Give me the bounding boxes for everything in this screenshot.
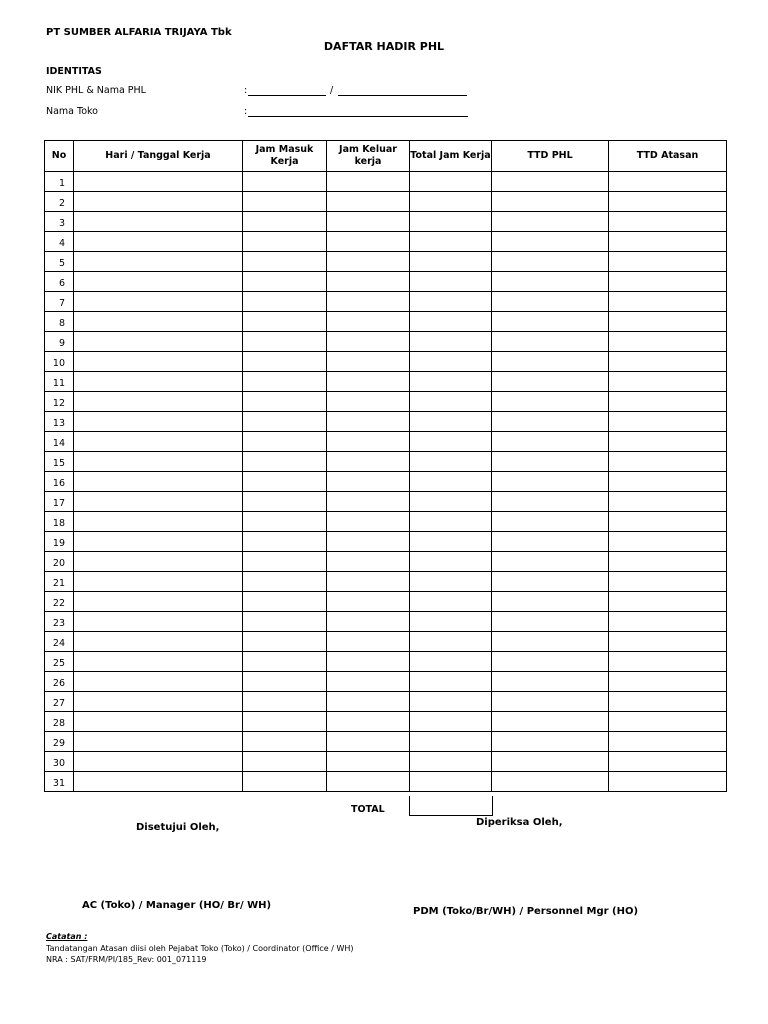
time-out-cell[interactable] (327, 632, 410, 652)
time-out-cell[interactable] (327, 732, 410, 752)
row-number: 24 (45, 632, 74, 652)
supervisor-signature-cell[interactable] (609, 572, 727, 592)
total-hours-cell[interactable] (410, 572, 492, 592)
total-hours-cell[interactable] (410, 352, 492, 372)
time-in-cell[interactable] (243, 192, 327, 212)
time-in-cell[interactable] (243, 232, 327, 252)
time-out-cell[interactable] (327, 172, 410, 192)
row-number: 29 (45, 732, 74, 752)
table-header-row (45, 141, 727, 172)
phl-signature-cell[interactable] (492, 412, 609, 432)
supervisor-signature-cell[interactable] (609, 312, 727, 332)
time-out-cell[interactable] (327, 452, 410, 472)
table-row (45, 452, 727, 472)
row-number: 5 (45, 252, 74, 272)
total-hours-cell[interactable] (410, 672, 492, 692)
supervisor-signature-cell[interactable] (609, 672, 727, 692)
table-row (45, 372, 727, 392)
date-cell[interactable] (74, 772, 243, 792)
table-row (45, 212, 727, 232)
time-in-cell[interactable] (243, 372, 327, 392)
row-number: 28 (45, 712, 74, 732)
total-hours-cell[interactable] (410, 452, 492, 472)
time-in-cell[interactable] (243, 572, 327, 592)
row-number: 10 (45, 352, 74, 372)
phl-name-field-line (338, 95, 467, 96)
time-out-cell[interactable] (327, 252, 410, 272)
column-header-time-in: Jam Masuk Kerja (243, 141, 327, 172)
row-number: 15 (45, 452, 74, 472)
time-out-cell[interactable] (327, 512, 410, 532)
supervisor-signature-cell[interactable] (609, 212, 727, 232)
phl-signature-cell[interactable] (492, 292, 609, 312)
time-in-cell[interactable] (243, 252, 327, 272)
row-number: 30 (45, 752, 74, 772)
supervisor-signature-cell[interactable] (609, 772, 727, 792)
phl-signature-cell[interactable] (492, 432, 609, 452)
store-name-label: Nama Toko (46, 106, 98, 117)
time-out-cell[interactable] (327, 332, 410, 352)
time-in-cell[interactable] (243, 612, 327, 632)
time-in-cell[interactable] (243, 552, 327, 572)
date-cell[interactable] (74, 512, 243, 532)
checked-by-role: PDM (Toko/Br/WH) / Personnel Mgr (HO) (413, 906, 639, 917)
phl-signature-cell[interactable] (492, 212, 609, 232)
total-hours-cell[interactable] (410, 632, 492, 652)
table-row (45, 272, 727, 292)
total-hours-cell[interactable] (410, 712, 492, 732)
date-cell[interactable] (74, 232, 243, 252)
time-out-cell[interactable] (327, 692, 410, 712)
time-in-cell[interactable] (243, 332, 327, 352)
time-out-cell[interactable] (327, 572, 410, 592)
row-number: 4 (45, 232, 74, 252)
time-out-cell[interactable] (327, 712, 410, 732)
time-in-cell[interactable] (243, 712, 327, 732)
table-row (45, 172, 727, 192)
table-row (45, 632, 727, 652)
time-out-cell[interactable] (327, 352, 410, 372)
total-hours-cell[interactable] (410, 232, 492, 252)
date-cell[interactable] (74, 292, 243, 312)
phl-signature-cell[interactable] (492, 712, 609, 732)
phl-signature-cell[interactable] (492, 532, 609, 552)
company-name: PT SUMBER ALFARIA TRIJAYA Tbk (46, 27, 232, 38)
table-row (45, 652, 727, 672)
supervisor-signature-cell[interactable] (609, 452, 727, 472)
table-row (45, 692, 727, 712)
date-cell[interactable] (74, 732, 243, 752)
supervisor-signature-cell[interactable] (609, 272, 727, 292)
phl-signature-cell[interactable] (492, 752, 609, 772)
supervisor-signature-cell[interactable] (609, 612, 727, 632)
table-row (45, 532, 727, 552)
time-out-cell[interactable] (327, 312, 410, 332)
notes-text: Tandatangan Atasan diisi oleh Pejabat Toko (Toko) / Coordinator (Office / WH) (46, 944, 354, 953)
total-hours-cell[interactable] (410, 392, 492, 412)
supervisor-signature-cell[interactable] (609, 732, 727, 752)
phl-signature-cell[interactable] (492, 592, 609, 612)
total-hours-cell[interactable] (410, 212, 492, 232)
date-cell[interactable] (74, 752, 243, 772)
total-hours-cell[interactable] (410, 732, 492, 752)
row-number: 17 (45, 492, 74, 512)
time-in-cell[interactable] (243, 692, 327, 712)
total-hours-cell[interactable] (410, 752, 492, 772)
phl-signature-cell[interactable] (492, 572, 609, 592)
date-cell[interactable] (74, 212, 243, 232)
time-out-cell[interactable] (327, 532, 410, 552)
row-number: 20 (45, 552, 74, 572)
table-row (45, 672, 727, 692)
row-number: 21 (45, 572, 74, 592)
row-number: 23 (45, 612, 74, 632)
time-in-cell[interactable] (243, 672, 327, 692)
supervisor-signature-cell[interactable] (609, 232, 727, 252)
time-out-cell[interactable] (327, 652, 410, 672)
total-hours-cell[interactable] (410, 472, 492, 492)
date-cell[interactable] (74, 532, 243, 552)
total-hours-cell[interactable] (410, 292, 492, 312)
time-in-cell[interactable] (243, 172, 327, 192)
time-out-cell[interactable] (327, 592, 410, 612)
supervisor-signature-cell[interactable] (609, 472, 727, 492)
phl-signature-cell[interactable] (492, 612, 609, 632)
time-out-cell[interactable] (327, 232, 410, 252)
time-in-cell[interactable] (243, 532, 327, 552)
row-number: 7 (45, 292, 74, 312)
row-number: 13 (45, 412, 74, 432)
phl-signature-cell[interactable] (492, 172, 609, 192)
supervisor-signature-cell[interactable] (609, 752, 727, 772)
supervisor-signature-cell[interactable] (609, 352, 727, 372)
row-number: 18 (45, 512, 74, 532)
time-in-cell[interactable] (243, 392, 327, 412)
notes-title: Catatan : (46, 932, 88, 941)
time-out-cell[interactable] (327, 612, 410, 632)
column-header-time-out: Jam Keluar kerja (327, 141, 410, 172)
total-hours-cell[interactable] (410, 532, 492, 552)
supervisor-signature-cell[interactable] (609, 552, 727, 572)
time-in-cell[interactable] (243, 272, 327, 292)
table-row (45, 572, 727, 592)
approved-by-label: Disetujui Oleh, (136, 822, 220, 833)
supervisor-signature-cell[interactable] (609, 712, 727, 732)
time-out-cell[interactable] (327, 412, 410, 432)
row-number: 25 (45, 652, 74, 672)
table-row (45, 512, 727, 532)
total-hours-cell[interactable] (410, 192, 492, 212)
time-in-cell[interactable] (243, 492, 327, 512)
store-name-field-line (248, 116, 468, 117)
supervisor-signature-cell[interactable] (609, 172, 727, 192)
row-number: 16 (45, 472, 74, 492)
supervisor-signature-cell[interactable] (609, 512, 727, 532)
table-row (45, 412, 727, 432)
table-row (45, 772, 727, 792)
phl-signature-cell[interactable] (492, 732, 609, 752)
row-number: 31 (45, 772, 74, 792)
column-header-supervisor-signature: TTD Atasan (609, 141, 727, 172)
supervisor-signature-cell[interactable] (609, 252, 727, 272)
time-in-cell[interactable] (243, 212, 327, 232)
column-header-total-hours: Total Jam Kerja (410, 141, 492, 172)
row-number: 27 (45, 692, 74, 712)
time-out-cell[interactable] (327, 192, 410, 212)
row-number: 8 (45, 312, 74, 332)
total-hours-cell[interactable] (410, 512, 492, 532)
phl-signature-cell[interactable] (492, 512, 609, 532)
row-number: 22 (45, 592, 74, 612)
total-label: TOTAL (351, 804, 385, 815)
time-in-cell[interactable] (243, 292, 327, 312)
time-in-cell[interactable] (243, 452, 327, 472)
date-cell[interactable] (74, 572, 243, 592)
total-hours-cell[interactable] (409, 796, 493, 816)
total-hours-cell[interactable] (410, 272, 492, 292)
table-row (45, 252, 727, 272)
date-cell[interactable] (74, 452, 243, 472)
phl-signature-cell[interactable] (492, 672, 609, 692)
table-row (45, 432, 727, 452)
column-header-phl-signature: TTD PHL (492, 141, 609, 172)
table-row (45, 292, 727, 312)
phl-signature-cell[interactable] (492, 452, 609, 472)
approved-by-role: AC (Toko) / Manager (HO/ Br/ WH) (82, 900, 272, 911)
table-row (45, 612, 727, 632)
phl-signature-cell[interactable] (492, 232, 609, 252)
table-row (45, 552, 727, 572)
total-hours-cell[interactable] (410, 492, 492, 512)
total-hours-cell[interactable] (410, 432, 492, 452)
date-cell[interactable] (74, 332, 243, 352)
supervisor-signature-cell[interactable] (609, 192, 727, 212)
table-row (45, 732, 727, 752)
date-cell[interactable] (74, 652, 243, 672)
checked-by-label: Diperiksa Oleh, (476, 817, 563, 828)
date-cell[interactable] (74, 272, 243, 292)
identity-section-label: IDENTITAS (46, 66, 102, 77)
date-cell[interactable] (74, 632, 243, 652)
supervisor-signature-cell[interactable] (609, 412, 727, 432)
phl-signature-cell[interactable] (492, 652, 609, 672)
phl-signature-cell[interactable] (492, 312, 609, 332)
time-out-cell[interactable] (327, 372, 410, 392)
date-cell[interactable] (74, 612, 243, 632)
total-hours-cell[interactable] (410, 252, 492, 272)
time-in-cell[interactable] (243, 652, 327, 672)
supervisor-signature-cell[interactable] (609, 332, 727, 352)
time-out-cell[interactable] (327, 552, 410, 572)
time-in-cell[interactable] (243, 472, 327, 492)
total-hours-cell[interactable] (410, 552, 492, 572)
date-cell[interactable] (74, 392, 243, 412)
row-number: 2 (45, 192, 74, 212)
time-out-cell[interactable] (327, 492, 410, 512)
phl-signature-cell[interactable] (492, 332, 609, 352)
row-number: 26 (45, 672, 74, 692)
table-row (45, 392, 727, 412)
supervisor-signature-cell[interactable] (609, 392, 727, 412)
row-number: 3 (45, 212, 74, 232)
attendance-table (44, 140, 727, 792)
time-out-cell[interactable] (327, 392, 410, 412)
form-title: DAFTAR HADIR PHL (323, 40, 445, 53)
supervisor-signature-cell[interactable] (609, 692, 727, 712)
supervisor-signature-cell[interactable] (609, 532, 727, 552)
phl-signature-cell[interactable] (492, 692, 609, 712)
row-number: 19 (45, 532, 74, 552)
date-cell[interactable] (74, 312, 243, 332)
table-row (45, 232, 727, 252)
time-in-cell[interactable] (243, 312, 327, 332)
column-header-date: Hari / Tanggal Kerja (74, 141, 243, 172)
supervisor-signature-cell[interactable] (609, 372, 727, 392)
time-out-cell[interactable] (327, 432, 410, 452)
time-out-cell[interactable] (327, 672, 410, 692)
supervisor-signature-cell[interactable] (609, 492, 727, 512)
table-row (45, 592, 727, 612)
date-cell[interactable] (74, 252, 243, 272)
row-number: 6 (45, 272, 74, 292)
phl-signature-cell[interactable] (492, 492, 609, 512)
date-cell[interactable] (74, 492, 243, 512)
nik-name-separator: / (330, 85, 334, 96)
time-in-cell[interactable] (243, 512, 327, 532)
phl-signature-cell[interactable] (492, 352, 609, 372)
supervisor-signature-cell[interactable] (609, 432, 727, 452)
date-cell[interactable] (74, 172, 243, 192)
total-hours-cell[interactable] (410, 332, 492, 352)
time-out-cell[interactable] (327, 472, 410, 492)
column-header-no: No (45, 141, 74, 172)
time-in-cell[interactable] (243, 772, 327, 792)
date-cell[interactable] (74, 592, 243, 612)
table-row (45, 332, 727, 352)
supervisor-signature-cell[interactable] (609, 652, 727, 672)
store-colon: : (244, 106, 248, 117)
time-in-cell[interactable] (243, 432, 327, 452)
time-in-cell[interactable] (243, 632, 327, 652)
nik-field-line (248, 95, 326, 96)
supervisor-signature-cell[interactable] (609, 292, 727, 312)
row-number: 14 (45, 432, 74, 452)
nik-label: NIK PHL & Nama PHL (46, 85, 146, 96)
total-hours-cell[interactable] (410, 692, 492, 712)
row-number: 1 (45, 172, 74, 192)
time-out-cell[interactable] (327, 212, 410, 232)
date-cell[interactable] (74, 372, 243, 392)
nik-colon: : (244, 85, 248, 96)
row-number: 11 (45, 372, 74, 392)
time-in-cell[interactable] (243, 352, 327, 372)
time-in-cell[interactable] (243, 592, 327, 612)
total-hours-cell[interactable] (410, 652, 492, 672)
date-cell[interactable] (74, 192, 243, 212)
time-out-cell[interactable] (327, 272, 410, 292)
date-cell[interactable] (74, 552, 243, 572)
table-row (45, 312, 727, 332)
phl-signature-cell[interactable] (492, 192, 609, 212)
total-hours-cell[interactable] (410, 372, 492, 392)
table-row (45, 752, 727, 772)
phl-signature-cell[interactable] (492, 472, 609, 492)
total-hours-cell[interactable] (410, 172, 492, 192)
total-hours-cell[interactable] (410, 592, 492, 612)
supervisor-signature-cell[interactable] (609, 632, 727, 652)
total-hours-cell[interactable] (410, 612, 492, 632)
table-row (45, 352, 727, 372)
total-hours-cell[interactable] (410, 772, 492, 792)
table-row (45, 492, 727, 512)
date-cell[interactable] (74, 412, 243, 432)
phl-signature-cell[interactable] (492, 392, 609, 412)
date-cell[interactable] (74, 352, 243, 372)
date-cell[interactable] (74, 672, 243, 692)
supervisor-signature-cell[interactable] (609, 592, 727, 612)
time-out-cell[interactable] (327, 752, 410, 772)
phl-signature-cell[interactable] (492, 252, 609, 272)
total-hours-cell[interactable] (410, 312, 492, 332)
time-in-cell[interactable] (243, 752, 327, 772)
phl-signature-cell[interactable] (492, 372, 609, 392)
row-number: 9 (45, 332, 74, 352)
form-reference-number: NRA : SAT/FRM/PI/185_Rev: 001_071119 (46, 955, 207, 964)
date-cell[interactable] (74, 712, 243, 732)
phl-signature-cell[interactable] (492, 772, 609, 792)
time-out-cell[interactable] (327, 292, 410, 312)
date-cell[interactable] (74, 432, 243, 452)
date-cell[interactable] (74, 692, 243, 712)
phl-signature-cell[interactable] (492, 552, 609, 572)
table-row (45, 192, 727, 212)
time-in-cell[interactable] (243, 412, 327, 432)
time-out-cell[interactable] (327, 772, 410, 792)
table-row (45, 712, 727, 732)
time-in-cell[interactable] (243, 732, 327, 752)
date-cell[interactable] (74, 472, 243, 492)
table-row (45, 472, 727, 492)
phl-signature-cell[interactable] (492, 632, 609, 652)
phl-signature-cell[interactable] (492, 272, 609, 292)
row-number: 12 (45, 392, 74, 412)
total-hours-cell[interactable] (410, 412, 492, 432)
